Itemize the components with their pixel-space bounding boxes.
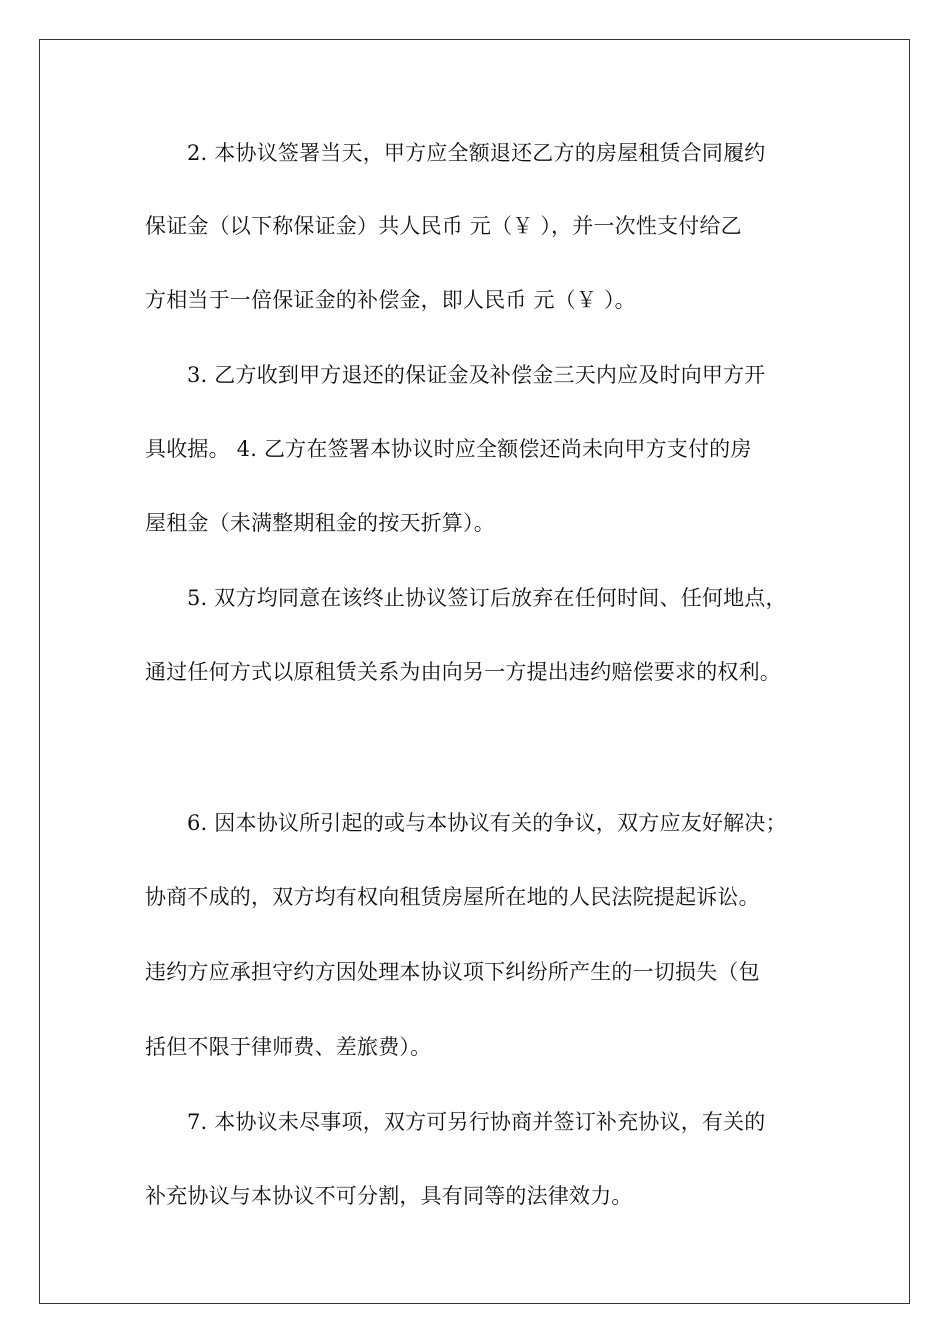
clause-4-line-3: 屋租金（未满整期租金的按天折算）。: [145, 511, 495, 535]
clause-7-line-1: 7. 本协议未尽事项，双方可另行协商并签订补充协议，有关的: [187, 1110, 766, 1134]
clause-6-line-3: 违约方应承担守约方因处理本协议项下纠纷所产生的一切损失（包: [145, 960, 760, 984]
clause-2-line-3: 方相当于一倍保证金的补偿金，即人民币 元（￥ ）。: [145, 288, 636, 312]
clause-6-line-1: 6. 因本协议所引起的或与本协议有关的争议，双方应友好解决；: [187, 811, 787, 835]
clause-3-4-line-2: 具收据。 4. 乙方在签署本协议时应全额偿还尚未向甲方支付的房: [145, 437, 752, 461]
clause-5-line-1: 5. 双方均同意在该终止协议签订后放弃在任何时间、任何地点，: [187, 586, 787, 610]
clause-5-line-2: 通过任何方式以原租赁关系为由向另一方提出违约赔偿要求的权利。: [145, 660, 781, 684]
clause-6-line-4: 括但不限于律师费、差旅费）。: [145, 1035, 432, 1059]
clause-2-line-1: 2. 本协议签署当天，甲方应全额退还乙方的房屋租赁合同履约: [187, 141, 766, 165]
clause-6-line-2: 协商不成的，双方均有权向租赁房屋所在地的人民法院提起诉讼。: [145, 885, 760, 909]
clause-7-line-2: 补充协议与本协议不可分割，具有同等的法律效力。: [145, 1184, 633, 1208]
clause-3-line-1: 3. 乙方收到甲方退还的保证金及补偿金三天内应及时向甲方开: [187, 363, 766, 387]
clause-2-line-2: 保证金（以下称保证金）共人民币 元（￥ ），并一次性支付给乙: [145, 214, 742, 238]
